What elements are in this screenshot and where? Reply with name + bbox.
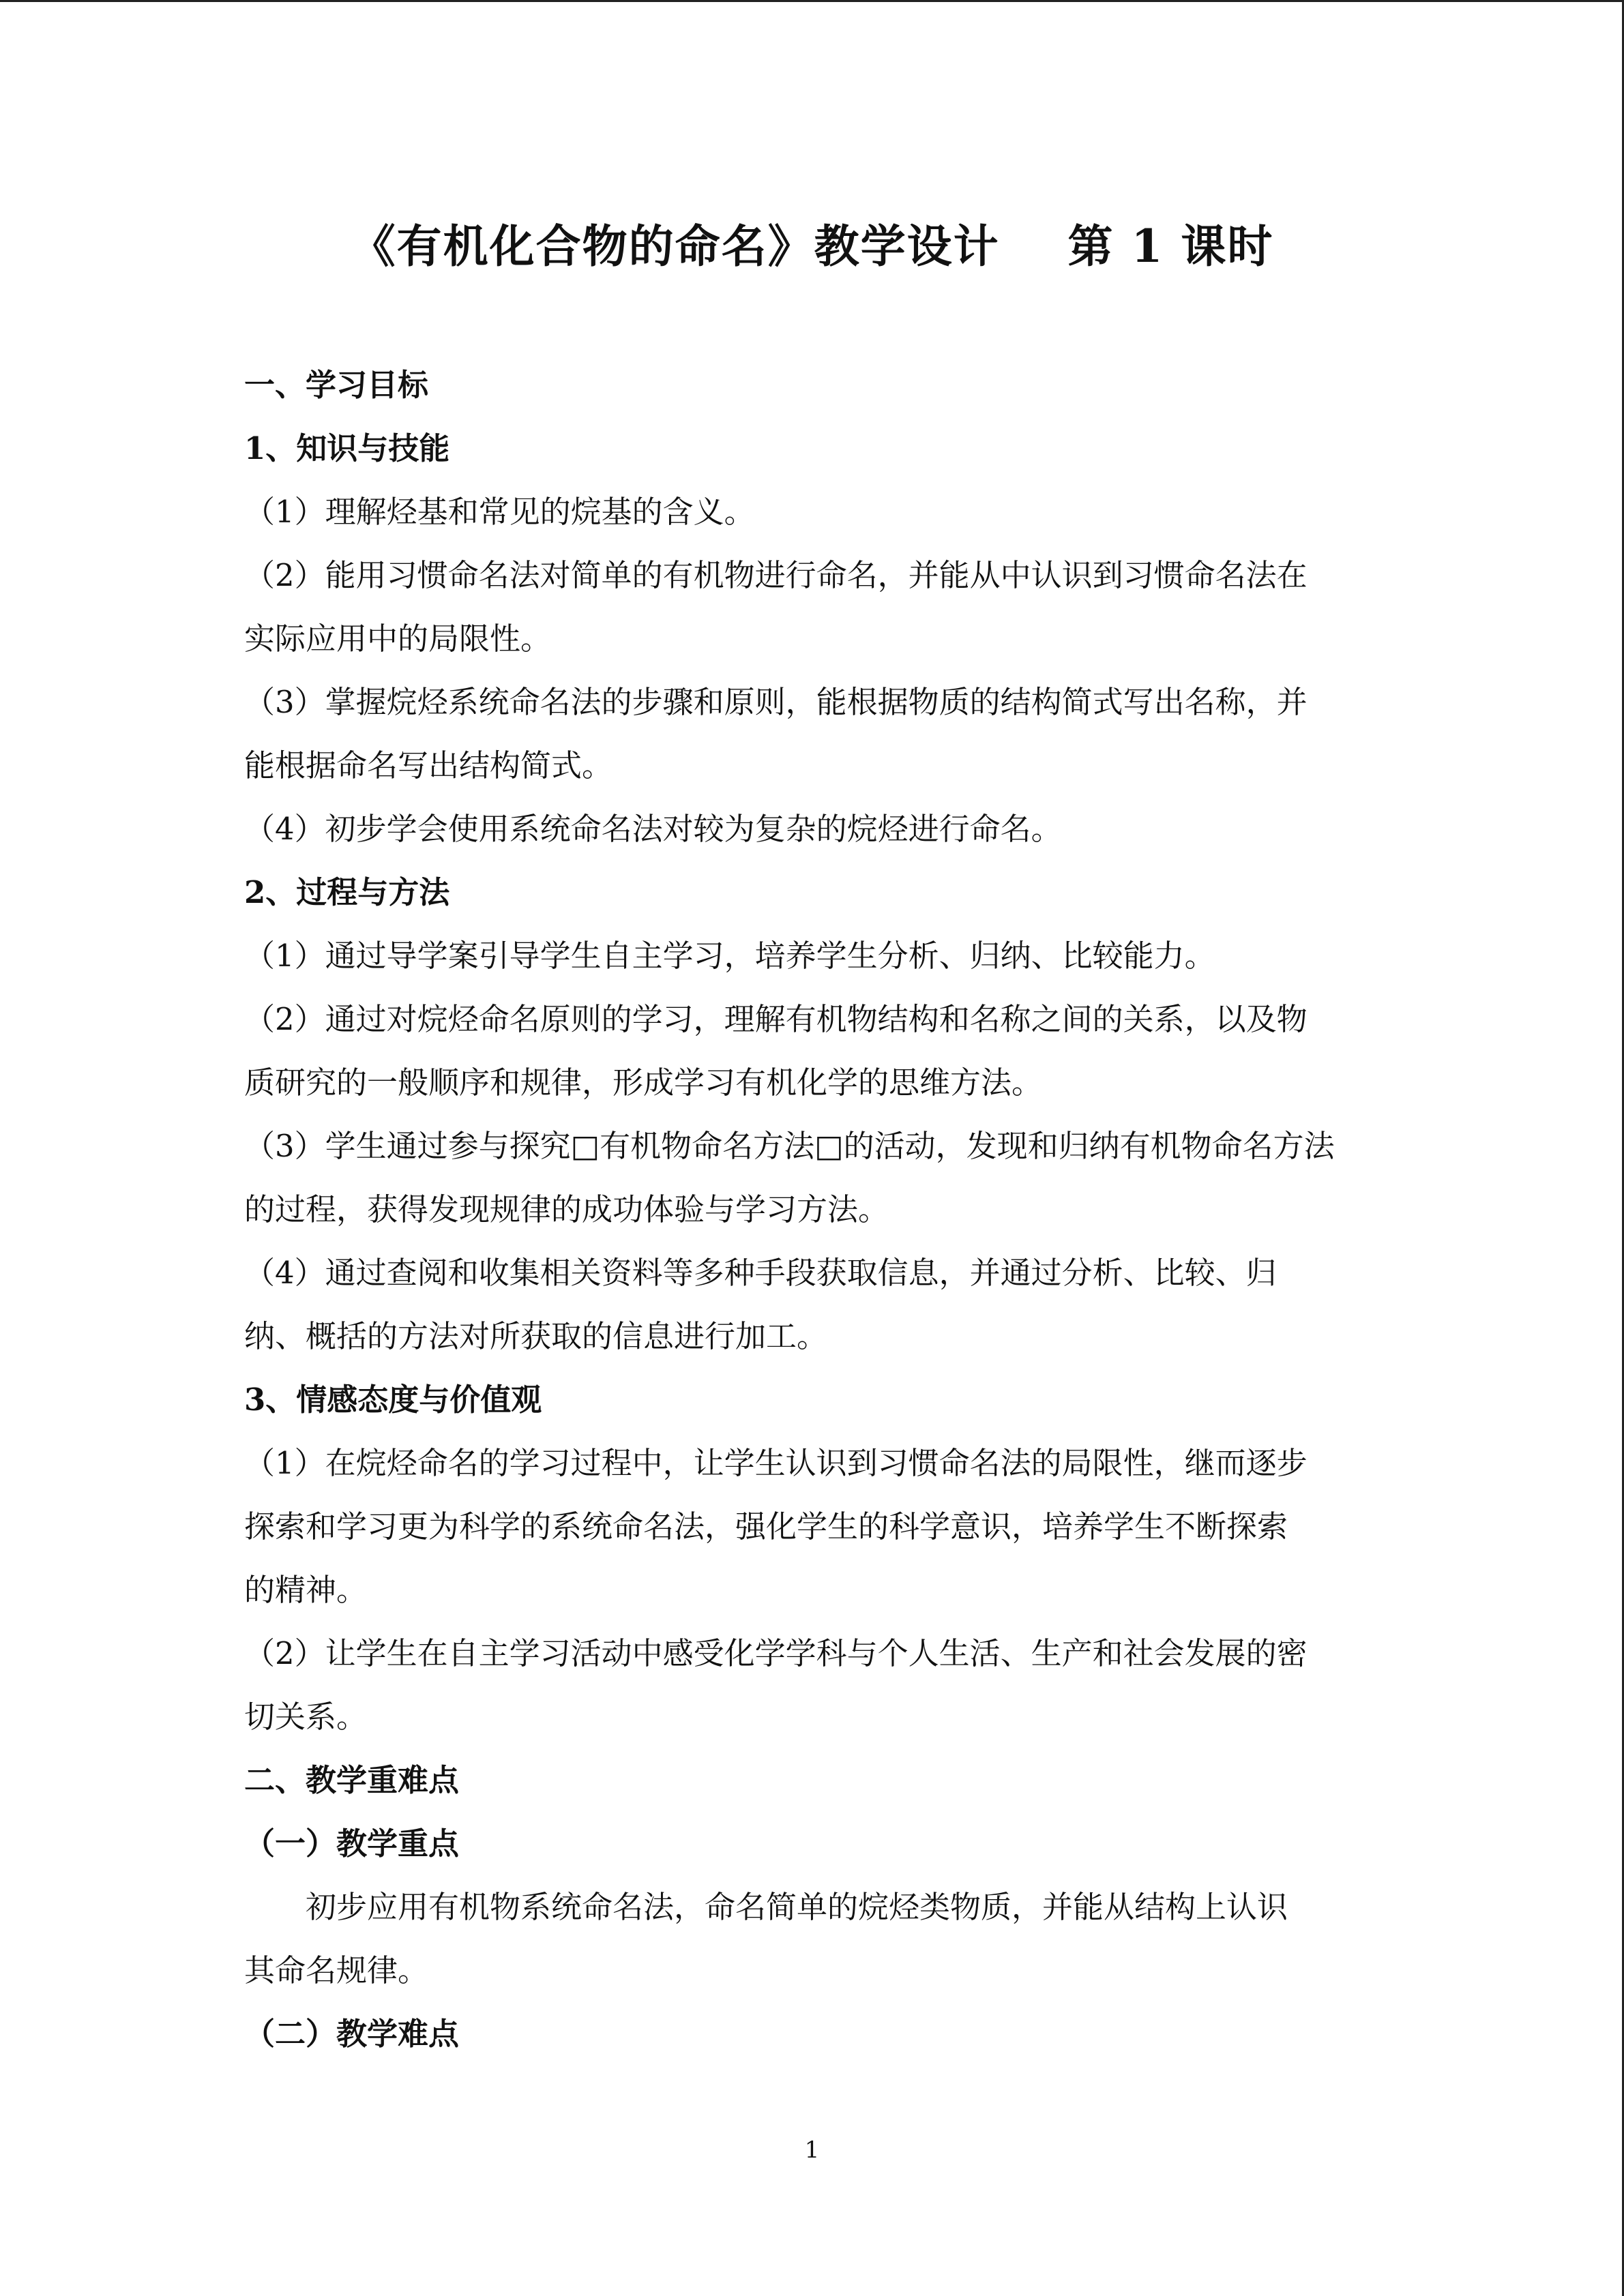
paragraph-line: 能根据命名写出结构简式。 [244,747,613,784]
paragraph-line: （1）理解烃基和常见的烷基的含义。 [244,494,755,530]
paragraph-line: （2）能用习惯命名法对简单的有机物进行命名，并能从中认识到习惯命名法在 [244,557,1308,593]
paragraph-line: 的精神。 [244,1572,368,1608]
paragraph-line: 质研究的一般顺序和规律，形成学习有机化学的思维方法。 [244,1064,1043,1101]
paragraph-line: （2）通过对烷烃命名原则的学习，理解有机物结构和名称之间的关系，以及物 [244,1001,1308,1037]
paragraph-line: （4）通过查阅和收集相关资料等多种手段获取信息，并通过分析、比较、归 [244,1255,1277,1291]
document-title: 《有机化合物的命名》教学设计 第 1 课时 [350,220,1274,273]
section-heading-key-difficult-points: 二、教学重难点 [244,1762,460,1798]
paragraph-line: 的过程，获得发现规律的成功体验与学习方法。 [244,1191,889,1227]
document-body [244,353,1380,2066]
paragraph-line: （3）学生通过参与探究□有机物命名方法□的活动，发现和归纳有机物命名方法 [244,1128,1335,1164]
paragraph-line: 其命名规律。 [244,1952,429,1988]
page-number: 1 [804,2136,820,2164]
paragraph-line: 纳、概括的方法对所获取的信息进行加工。 [244,1318,828,1354]
subheading-difficult-points: （二）教学难点 [244,2016,460,2052]
subheading-knowledge-skills: 1、知识与技能 [244,430,450,466]
paragraph-line: （3）掌握烷烃系统命名法的步骤和原则，能根据物质的结构简式写出名称，并 [244,684,1308,720]
paragraph-line: 初步应用有机物系统命名法，命名简单的烷烃类物质，并能从结构上认识 [306,1889,1288,1925]
paragraph-line: （1）在烷烃命名的学习过程中，让学生认识到习惯命名法的局限性，继而逐步 [244,1445,1308,1481]
subheading-attitudes-values: 3、情感态度与价值观 [244,1382,542,1418]
paragraph-line: （1）通过导学案引导学生自主学习，培养学生分析、归纳、比较能力。 [244,938,1215,974]
paragraph-line: 切关系。 [244,1699,368,1735]
paragraph-line: 实际应用中的局限性。 [244,621,552,657]
subheading-process-methods: 2、过程与方法 [244,874,450,910]
section-heading-learning-goals: 一、学习目标 [244,367,429,403]
paragraph-line: （4）初步学会使用系统命名法对较为复杂的烷烃进行命名。 [244,811,1062,847]
paragraph-line: （2）让学生在自主学习活动中感受化学学科与个人生活、生产和社会发展的密 [244,1635,1308,1671]
paragraph-line: 探索和学习更为科学的系统命名法，强化学生的科学意识，培养学生不断探索 [244,1508,1288,1545]
subheading-key-points: （一）教学重点 [244,1825,460,1862]
